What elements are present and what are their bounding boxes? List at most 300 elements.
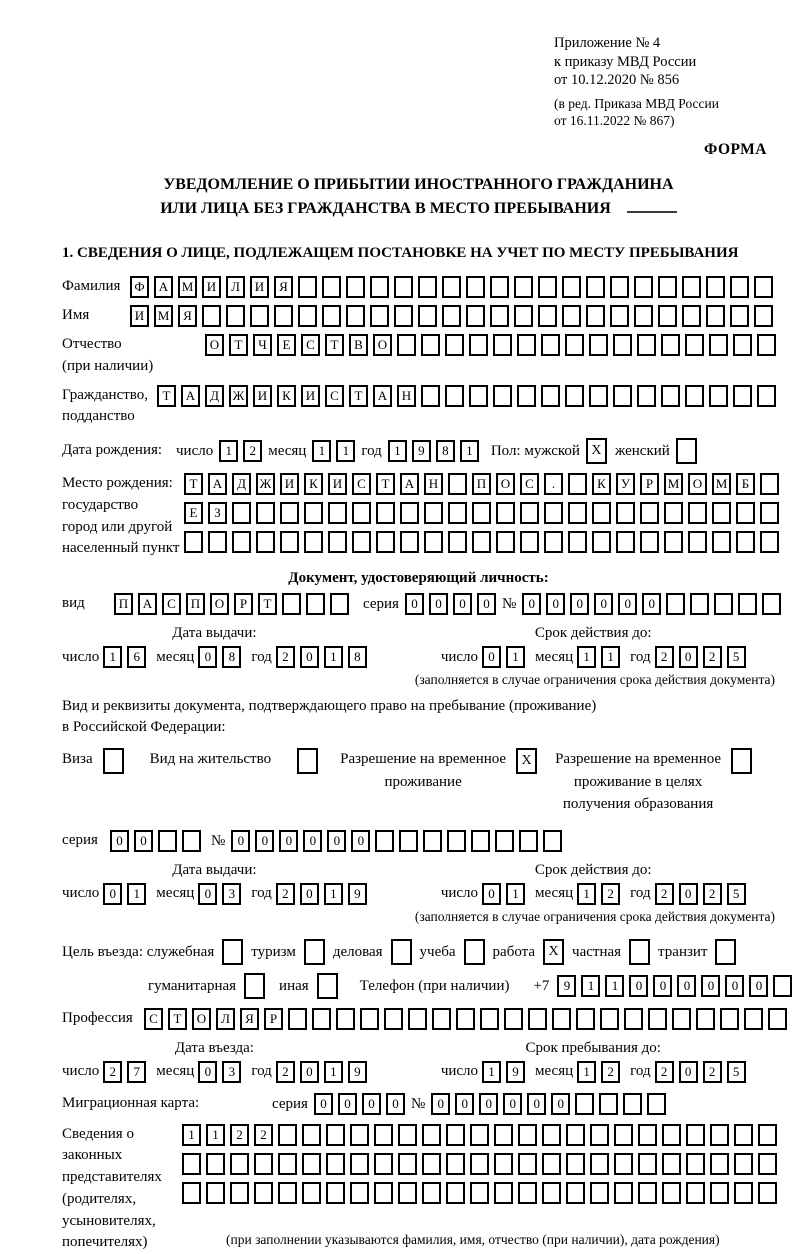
- char-cell[interactable]: 0: [570, 593, 589, 615]
- char-cell[interactable]: М: [154, 305, 173, 327]
- char-cell[interactable]: [376, 531, 395, 553]
- char-cell[interactable]: [494, 1124, 513, 1146]
- char-cell[interactable]: Р: [640, 473, 659, 495]
- permit-number-boxes[interactable]: [231, 830, 562, 852]
- doc-valid-month-boxes[interactable]: [577, 646, 620, 668]
- char-cell[interactable]: [757, 385, 776, 407]
- purpose-transit-checkbox[interactable]: [715, 939, 736, 965]
- char-cell[interactable]: 0: [642, 593, 661, 615]
- char-cell[interactable]: [446, 1124, 465, 1146]
- char-cell[interactable]: 9: [348, 1061, 367, 1083]
- char-cell[interactable]: [470, 1153, 489, 1175]
- char-cell[interactable]: 0: [477, 593, 496, 615]
- char-cell[interactable]: [493, 385, 512, 407]
- permit-valid-month-boxes[interactable]: [577, 883, 620, 905]
- char-cell[interactable]: 0: [629, 975, 648, 997]
- char-cell[interactable]: 1: [324, 1061, 343, 1083]
- char-cell[interactable]: [720, 1008, 739, 1030]
- char-cell[interactable]: 0: [453, 593, 472, 615]
- char-cell[interactable]: [278, 1182, 297, 1204]
- char-cell[interactable]: [330, 593, 349, 615]
- char-cell[interactable]: [710, 1124, 729, 1146]
- entry-day-boxes[interactable]: [103, 1061, 146, 1083]
- char-cell[interactable]: 1: [324, 883, 343, 905]
- char-cell[interactable]: [590, 1182, 609, 1204]
- char-cell[interactable]: [375, 830, 394, 852]
- char-cell[interactable]: [374, 1182, 393, 1204]
- char-cell[interactable]: [471, 830, 490, 852]
- temp-residence-edu-checkbox[interactable]: [731, 748, 752, 774]
- char-cell[interactable]: [103, 748, 124, 774]
- char-cell[interactable]: [421, 385, 440, 407]
- profession-boxes[interactable]: [144, 1008, 787, 1030]
- char-cell[interactable]: X: [516, 748, 537, 774]
- char-cell[interactable]: 0: [522, 593, 541, 615]
- char-cell[interactable]: [336, 1008, 355, 1030]
- doc-series-boxes[interactable]: [405, 593, 496, 615]
- char-cell[interactable]: [304, 531, 323, 553]
- char-cell[interactable]: [206, 1153, 225, 1175]
- char-cell[interactable]: [274, 305, 293, 327]
- char-cell[interactable]: 2: [276, 646, 295, 668]
- char-cell[interactable]: 0: [429, 593, 448, 615]
- char-cell[interactable]: 0: [300, 883, 319, 905]
- char-cell[interactable]: 8: [222, 646, 241, 668]
- char-cell[interactable]: [544, 502, 563, 524]
- char-cell[interactable]: 2: [703, 646, 722, 668]
- char-cell[interactable]: [676, 438, 697, 464]
- char-cell[interactable]: [232, 531, 251, 553]
- char-cell[interactable]: 1: [103, 646, 122, 668]
- char-cell[interactable]: 0: [338, 1093, 357, 1115]
- char-cell[interactable]: [469, 334, 488, 356]
- char-cell[interactable]: 8: [436, 440, 455, 462]
- char-cell[interactable]: [464, 939, 485, 965]
- legal-row2-boxes[interactable]: [182, 1153, 777, 1175]
- char-cell[interactable]: 0: [594, 593, 613, 615]
- char-cell[interactable]: [520, 502, 539, 524]
- char-cell[interactable]: [400, 531, 419, 553]
- char-cell[interactable]: [686, 1153, 705, 1175]
- char-cell[interactable]: [158, 830, 177, 852]
- char-cell[interactable]: [542, 1153, 561, 1175]
- char-cell[interactable]: [346, 276, 365, 298]
- char-cell[interactable]: [422, 1124, 441, 1146]
- purpose-other-checkbox[interactable]: [317, 973, 338, 999]
- char-cell[interactable]: [496, 531, 515, 553]
- char-cell[interactable]: И: [328, 473, 347, 495]
- char-cell[interactable]: [760, 473, 779, 495]
- char-cell[interactable]: [206, 1182, 225, 1204]
- birth-year-boxes[interactable]: [388, 440, 479, 462]
- char-cell[interactable]: [326, 1124, 345, 1146]
- char-cell[interactable]: [648, 1008, 667, 1030]
- char-cell[interactable]: [762, 593, 781, 615]
- char-cell[interactable]: [472, 502, 491, 524]
- purpose-private-checkbox[interactable]: [629, 939, 650, 965]
- char-cell[interactable]: 2: [655, 883, 674, 905]
- char-cell[interactable]: [230, 1153, 249, 1175]
- char-cell[interactable]: [738, 593, 757, 615]
- char-cell[interactable]: [391, 939, 412, 965]
- char-cell[interactable]: [706, 276, 725, 298]
- char-cell[interactable]: 2: [230, 1124, 249, 1146]
- char-cell[interactable]: Т: [229, 334, 248, 356]
- char-cell[interactable]: [226, 305, 245, 327]
- char-cell[interactable]: [552, 1008, 571, 1030]
- char-cell[interactable]: 1: [605, 975, 624, 997]
- char-cell[interactable]: [768, 1008, 787, 1030]
- char-cell[interactable]: 2: [276, 1061, 295, 1083]
- char-cell[interactable]: [254, 1182, 273, 1204]
- char-cell[interactable]: 0: [546, 593, 565, 615]
- char-cell[interactable]: [690, 593, 709, 615]
- char-cell[interactable]: 0: [679, 1061, 698, 1083]
- char-cell[interactable]: К: [277, 385, 296, 407]
- char-cell[interactable]: 0: [527, 1093, 546, 1115]
- purpose-tourism-checkbox[interactable]: [304, 939, 325, 965]
- char-cell[interactable]: 0: [255, 830, 274, 852]
- char-cell[interactable]: [613, 334, 632, 356]
- char-cell[interactable]: [706, 305, 725, 327]
- char-cell[interactable]: Р: [264, 1008, 283, 1030]
- char-cell[interactable]: 1: [506, 883, 525, 905]
- char-cell[interactable]: [306, 593, 325, 615]
- char-cell[interactable]: [734, 1124, 753, 1146]
- char-cell[interactable]: [576, 1008, 595, 1030]
- char-cell[interactable]: [634, 276, 653, 298]
- char-cell[interactable]: [538, 305, 557, 327]
- char-cell[interactable]: 9: [348, 883, 367, 905]
- permit-valid-year-boxes[interactable]: [655, 883, 746, 905]
- char-cell[interactable]: 0: [198, 1061, 217, 1083]
- char-cell[interactable]: 2: [243, 440, 262, 462]
- char-cell[interactable]: [710, 1182, 729, 1204]
- sex-male-checkbox[interactable]: [586, 438, 607, 464]
- char-cell[interactable]: [208, 531, 227, 553]
- char-cell[interactable]: [544, 531, 563, 553]
- char-cell[interactable]: [520, 531, 539, 553]
- char-cell[interactable]: 0: [198, 883, 217, 905]
- char-cell[interactable]: [688, 502, 707, 524]
- temp-residence-checkbox[interactable]: [516, 748, 537, 774]
- char-cell[interactable]: [709, 385, 728, 407]
- char-cell[interactable]: С: [520, 473, 539, 495]
- char-cell[interactable]: [565, 385, 584, 407]
- permit-valid-day-boxes[interactable]: [482, 883, 525, 905]
- char-cell[interactable]: [423, 830, 442, 852]
- char-cell[interactable]: [586, 276, 605, 298]
- char-cell[interactable]: [328, 502, 347, 524]
- char-cell[interactable]: [421, 334, 440, 356]
- char-cell[interactable]: [575, 1093, 594, 1115]
- char-cell[interactable]: [244, 973, 265, 999]
- char-cell[interactable]: 0: [362, 1093, 381, 1115]
- char-cell[interactable]: 0: [405, 593, 424, 615]
- char-cell[interactable]: С: [352, 473, 371, 495]
- char-cell[interactable]: 3: [222, 883, 241, 905]
- char-cell[interactable]: [592, 502, 611, 524]
- char-cell[interactable]: [592, 531, 611, 553]
- char-cell[interactable]: [541, 334, 560, 356]
- char-cell[interactable]: [637, 334, 656, 356]
- char-cell[interactable]: Т: [349, 385, 368, 407]
- char-cell[interactable]: [773, 975, 792, 997]
- char-cell[interactable]: [418, 305, 437, 327]
- char-cell[interactable]: И: [202, 276, 221, 298]
- char-cell[interactable]: 2: [601, 1061, 620, 1083]
- char-cell[interactable]: [647, 1093, 666, 1115]
- char-cell[interactable]: [326, 1182, 345, 1204]
- char-cell[interactable]: [518, 1182, 537, 1204]
- char-cell[interactable]: О: [496, 473, 515, 495]
- char-cell[interactable]: [696, 1008, 715, 1030]
- char-cell[interactable]: [518, 1124, 537, 1146]
- char-cell[interactable]: [682, 305, 701, 327]
- char-cell[interactable]: [278, 1124, 297, 1146]
- char-cell[interactable]: [302, 1182, 321, 1204]
- char-cell[interactable]: [658, 305, 677, 327]
- char-cell[interactable]: [408, 1008, 427, 1030]
- char-cell[interactable]: [256, 502, 275, 524]
- char-cell[interactable]: 9: [506, 1061, 525, 1083]
- char-cell[interactable]: [400, 502, 419, 524]
- char-cell[interactable]: И: [253, 385, 272, 407]
- char-cell[interactable]: [637, 385, 656, 407]
- char-cell[interactable]: [398, 1182, 417, 1204]
- purpose-study-checkbox[interactable]: [464, 939, 485, 965]
- char-cell[interactable]: [288, 1008, 307, 1030]
- char-cell[interactable]: О: [373, 334, 392, 356]
- char-cell[interactable]: [182, 1153, 201, 1175]
- char-cell[interactable]: [734, 1182, 753, 1204]
- char-cell[interactable]: 2: [254, 1124, 273, 1146]
- char-cell[interactable]: [278, 1153, 297, 1175]
- char-cell[interactable]: [374, 1124, 393, 1146]
- birthplace-row2-boxes[interactable]: [184, 502, 779, 524]
- char-cell[interactable]: 2: [276, 883, 295, 905]
- char-cell[interactable]: [589, 385, 608, 407]
- char-cell[interactable]: [490, 305, 509, 327]
- char-cell[interactable]: 0: [386, 1093, 405, 1115]
- char-cell[interactable]: [304, 939, 325, 965]
- char-cell[interactable]: [280, 531, 299, 553]
- char-cell[interactable]: [302, 1124, 321, 1146]
- char-cell[interactable]: 1: [219, 440, 238, 462]
- purpose-business-checkbox[interactable]: [391, 939, 412, 965]
- char-cell[interactable]: [754, 305, 773, 327]
- char-cell[interactable]: Р: [234, 593, 253, 615]
- char-cell[interactable]: [472, 531, 491, 553]
- char-cell[interactable]: [733, 385, 752, 407]
- char-cell[interactable]: 0: [482, 646, 501, 668]
- char-cell[interactable]: 0: [479, 1093, 498, 1115]
- char-cell[interactable]: [424, 531, 443, 553]
- char-cell[interactable]: М: [712, 473, 731, 495]
- char-cell[interactable]: [322, 305, 341, 327]
- char-cell[interactable]: 2: [103, 1061, 122, 1083]
- char-cell[interactable]: С: [325, 385, 344, 407]
- char-cell[interactable]: [350, 1182, 369, 1204]
- char-cell[interactable]: [664, 502, 683, 524]
- char-cell[interactable]: 0: [110, 830, 129, 852]
- char-cell[interactable]: [589, 334, 608, 356]
- char-cell[interactable]: [504, 1008, 523, 1030]
- permit-issue-year-boxes[interactable]: [276, 883, 367, 905]
- char-cell[interactable]: [282, 593, 301, 615]
- char-cell[interactable]: М: [178, 276, 197, 298]
- char-cell[interactable]: [384, 1008, 403, 1030]
- char-cell[interactable]: 0: [455, 1093, 474, 1115]
- doc-kind-boxes[interactable]: [114, 593, 349, 615]
- char-cell[interactable]: [494, 1153, 513, 1175]
- char-cell[interactable]: [566, 1153, 585, 1175]
- char-cell[interactable]: [542, 1182, 561, 1204]
- doc-valid-year-boxes[interactable]: [655, 646, 746, 668]
- char-cell[interactable]: [297, 748, 318, 774]
- char-cell[interactable]: [624, 1008, 643, 1030]
- char-cell[interactable]: М: [664, 473, 683, 495]
- char-cell[interactable]: [445, 334, 464, 356]
- char-cell[interactable]: 5: [727, 883, 746, 905]
- char-cell[interactable]: [541, 385, 560, 407]
- char-cell[interactable]: 2: [703, 883, 722, 905]
- char-cell[interactable]: [446, 1182, 465, 1204]
- char-cell[interactable]: [448, 502, 467, 524]
- citizenship-boxes[interactable]: [157, 385, 776, 407]
- char-cell[interactable]: [480, 1008, 499, 1030]
- char-cell[interactable]: [442, 276, 461, 298]
- char-cell[interactable]: [731, 748, 752, 774]
- char-cell[interactable]: [565, 334, 584, 356]
- char-cell[interactable]: [232, 502, 251, 524]
- char-cell[interactable]: [754, 276, 773, 298]
- char-cell[interactable]: [317, 973, 338, 999]
- char-cell[interactable]: Е: [184, 502, 203, 524]
- char-cell[interactable]: [568, 473, 587, 495]
- char-cell[interactable]: 1: [336, 440, 355, 462]
- char-cell[interactable]: [448, 473, 467, 495]
- char-cell[interactable]: Д: [232, 473, 251, 495]
- char-cell[interactable]: И: [301, 385, 320, 407]
- char-cell[interactable]: 6: [127, 646, 146, 668]
- char-cell[interactable]: Т: [168, 1008, 187, 1030]
- char-cell[interactable]: [496, 502, 515, 524]
- char-cell[interactable]: [442, 305, 461, 327]
- char-cell[interactable]: [613, 385, 632, 407]
- char-cell[interactable]: О: [192, 1008, 211, 1030]
- permit-issue-day-boxes[interactable]: [103, 883, 146, 905]
- char-cell[interactable]: [568, 502, 587, 524]
- char-cell[interactable]: 9: [557, 975, 576, 997]
- char-cell[interactable]: [322, 276, 341, 298]
- char-cell[interactable]: [466, 305, 485, 327]
- char-cell[interactable]: 0: [503, 1093, 522, 1115]
- doc-valid-day-boxes[interactable]: [482, 646, 525, 668]
- permit-series-boxes[interactable]: [110, 830, 201, 852]
- char-cell[interactable]: 0: [653, 975, 672, 997]
- char-cell[interactable]: [662, 1153, 681, 1175]
- char-cell[interactable]: [658, 276, 677, 298]
- char-cell[interactable]: 1: [312, 440, 331, 462]
- char-cell[interactable]: [666, 593, 685, 615]
- char-cell[interactable]: 3: [222, 1061, 241, 1083]
- char-cell[interactable]: [566, 1124, 585, 1146]
- char-cell[interactable]: [599, 1093, 618, 1115]
- char-cell[interactable]: Т: [325, 334, 344, 356]
- char-cell[interactable]: 9: [412, 440, 431, 462]
- char-cell[interactable]: К: [304, 473, 323, 495]
- char-cell[interactable]: З: [208, 502, 227, 524]
- phone-boxes[interactable]: [557, 975, 792, 997]
- char-cell[interactable]: [686, 1182, 705, 1204]
- char-cell[interactable]: [398, 1153, 417, 1175]
- legal-row1-boxes[interactable]: [182, 1124, 777, 1146]
- char-cell[interactable]: С: [162, 593, 181, 615]
- char-cell[interactable]: [222, 939, 243, 965]
- char-cell[interactable]: В: [349, 334, 368, 356]
- char-cell[interactable]: Н: [424, 473, 443, 495]
- doc-number-boxes[interactable]: [522, 593, 781, 615]
- char-cell[interactable]: [714, 593, 733, 615]
- char-cell[interactable]: 2: [703, 1061, 722, 1083]
- char-cell[interactable]: П: [186, 593, 205, 615]
- purpose-work-checkbox[interactable]: [543, 939, 564, 965]
- char-cell[interactable]: [470, 1182, 489, 1204]
- char-cell[interactable]: [394, 276, 413, 298]
- char-cell[interactable]: [422, 1182, 441, 1204]
- char-cell[interactable]: 0: [725, 975, 744, 997]
- char-cell[interactable]: А: [373, 385, 392, 407]
- char-cell[interactable]: [352, 502, 371, 524]
- char-cell[interactable]: [418, 276, 437, 298]
- char-cell[interactable]: 1: [182, 1124, 201, 1146]
- char-cell[interactable]: [466, 276, 485, 298]
- char-cell[interactable]: [495, 830, 514, 852]
- char-cell[interactable]: 1: [577, 1061, 596, 1083]
- char-cell[interactable]: [370, 276, 389, 298]
- char-cell[interactable]: 1: [388, 440, 407, 462]
- char-cell[interactable]: 0: [701, 975, 720, 997]
- char-cell[interactable]: [519, 830, 538, 852]
- char-cell[interactable]: X: [586, 438, 607, 464]
- char-cell[interactable]: X: [543, 939, 564, 965]
- char-cell[interactable]: [758, 1124, 777, 1146]
- char-cell[interactable]: Т: [157, 385, 176, 407]
- char-cell[interactable]: 0: [677, 975, 696, 997]
- doc-issue-day-boxes[interactable]: [103, 646, 146, 668]
- char-cell[interactable]: [298, 305, 317, 327]
- char-cell[interactable]: [758, 1182, 777, 1204]
- char-cell[interactable]: [661, 334, 680, 356]
- char-cell[interactable]: А: [208, 473, 227, 495]
- char-cell[interactable]: [562, 305, 581, 327]
- char-cell[interactable]: [614, 1124, 633, 1146]
- char-cell[interactable]: [360, 1008, 379, 1030]
- char-cell[interactable]: 0: [679, 883, 698, 905]
- char-cell[interactable]: [230, 1182, 249, 1204]
- residence-permit-checkbox[interactable]: [297, 748, 318, 774]
- char-cell[interactable]: [422, 1153, 441, 1175]
- char-cell[interactable]: [470, 1124, 489, 1146]
- visa-checkbox[interactable]: [103, 748, 124, 774]
- char-cell[interactable]: 0: [618, 593, 637, 615]
- char-cell[interactable]: [350, 1153, 369, 1175]
- char-cell[interactable]: [298, 276, 317, 298]
- char-cell[interactable]: Ж: [256, 473, 275, 495]
- char-cell[interactable]: [376, 502, 395, 524]
- char-cell[interactable]: [562, 276, 581, 298]
